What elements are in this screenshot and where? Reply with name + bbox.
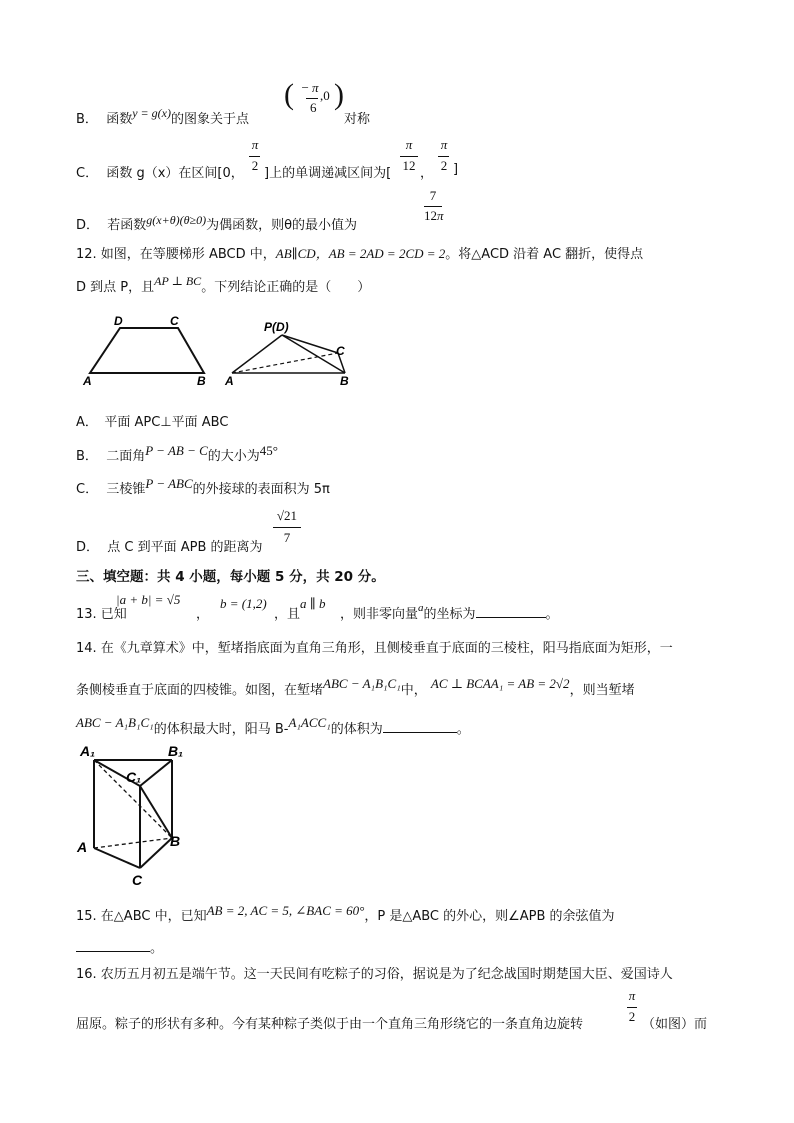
fig3-label-c: C [132,872,143,888]
fig1-label-b: B [197,374,206,388]
fig2-label-a: A [225,374,234,388]
q13-line: 13. 已知 [76,607,127,622]
q12-trapezoid-figure [80,310,220,390]
fig2-label-b: B [340,374,349,388]
q12-option-b: B． 二面角P − AB − C的大小为45° [76,443,278,464]
fig3-label-a: A [77,839,88,855]
q15-line1: 15. 在△ABC 中，已知AB = 2, AC = 5, ∠BAC = 60°，P 是△ABC 的外心，则∠APB 的余弦值为 [76,903,615,924]
q11-d-den: 12π [424,208,444,223]
q16-line2-tail: （如图）而 [642,1017,708,1032]
q13-eq1: |a + b| = √5 [116,592,181,607]
q11-b-tail: 对称 [344,112,371,127]
q12-option-d: D． 点 C 到平面 APB 的距离为 [76,540,263,555]
q11-b-point-den: 6 [303,100,317,115]
q11-option-b: B． 函数y = g(x)的图象关于点 [76,106,249,127]
q12-option-a: A． 平面 APC⊥平面 ABC [76,415,229,430]
q15-line2: 。 [76,937,163,956]
q11-c-mid: ]上的单调递减区间为[ [264,166,392,181]
q14-prism-figure [72,742,192,890]
q11-c-upper2-den: 2 [440,158,448,173]
fig2-label-p: P(D) [264,320,289,334]
fig3-label-b1: B₁ [168,743,184,759]
q11-c-lower-den: 12 [402,158,416,173]
q14-line3: ABC − A₁B₁C₁的体积最大时，阳马 B-A₁ACC₁的体积为 。 [76,715,470,737]
q11-option-d: D． 若函数g(x+θ)(θ≥0)为偶函数，则θ的最小值为 [76,213,358,233]
q13-blank[interactable] [476,607,546,618]
q12-folded-figure [222,315,362,390]
fig1-label-d: D [114,314,123,328]
q12-d-den: 7 [283,530,291,545]
q12-stem-line1: 12. 如图，在等腰梯形 ABCD 中，AB∥CD，AB = 2AD = 2CD = 2。将△ACD 沿着 AC 翻折，使得点 [76,246,644,262]
q14-line2: 条侧棱垂直于底面的四棱锥。如图，在堑堵ABC − A₁B₁C₁中， AC ⊥ BCAA₁ = AB = 2√2，则当堑堵 [76,676,635,698]
q12-stem-line2: D 到点 P，且AP ⊥ BC。下列结论正确的是（ ） [76,274,371,295]
fig3-label-b: B [170,833,181,849]
fig3-label-c1: C₁ [126,769,142,785]
q11-c-upper-den: 2 [251,158,259,173]
q11-c-upper2-num: π [440,137,448,152]
q16-angle-num: π [628,988,636,1003]
fig1-label-c: C [170,314,179,328]
q15-blank[interactable] [76,941,150,952]
q11-c-upper-num: π [251,137,259,152]
q16-line1: 16. 农历五月初五是端午节。这一天民间有吃粽子的习俗，据说是为了纪念战国时期楚国大臣、爱国诗人 [76,967,673,982]
q13-par: a ∥ b [300,596,326,611]
q11-b-point-num: − π [301,80,319,95]
fig1-label-a: A [83,374,92,388]
q11-option-c: C． 函数 g（x）在区间[0， [76,166,244,181]
q12-option-c: C． 三棱锥P − ABC的外接球的表面积为 5π [76,476,330,497]
fig3-label-a1: A₁ [80,743,96,759]
q14-line1: 14. 在《九章算术》中，堑堵指底面为直角三角形，且侧棱垂直于底面的三棱柱，阳马指底面为矩形，一 [76,641,673,656]
q11-b-point: ( [284,78,294,111]
q11-c-lower-num: π [405,137,413,152]
q16-line2: 屈原。粽子的形状有多种。今有某种粽子类似于由一个直角三角形绕它的一条直角边旋转 [76,1017,584,1032]
q14-blank[interactable] [383,722,457,733]
q11-d-num: 7 [429,188,437,203]
fig2-label-c: C [336,344,345,358]
q16-angle-den: 2 [628,1009,636,1024]
q12-d-num: √21 [276,508,298,523]
section-3-heading: 三、填空题：共 4 小题，每小题 5 分，共 20 分。 [76,569,385,585]
q13-eq2: b = (1,2) [220,596,267,611]
